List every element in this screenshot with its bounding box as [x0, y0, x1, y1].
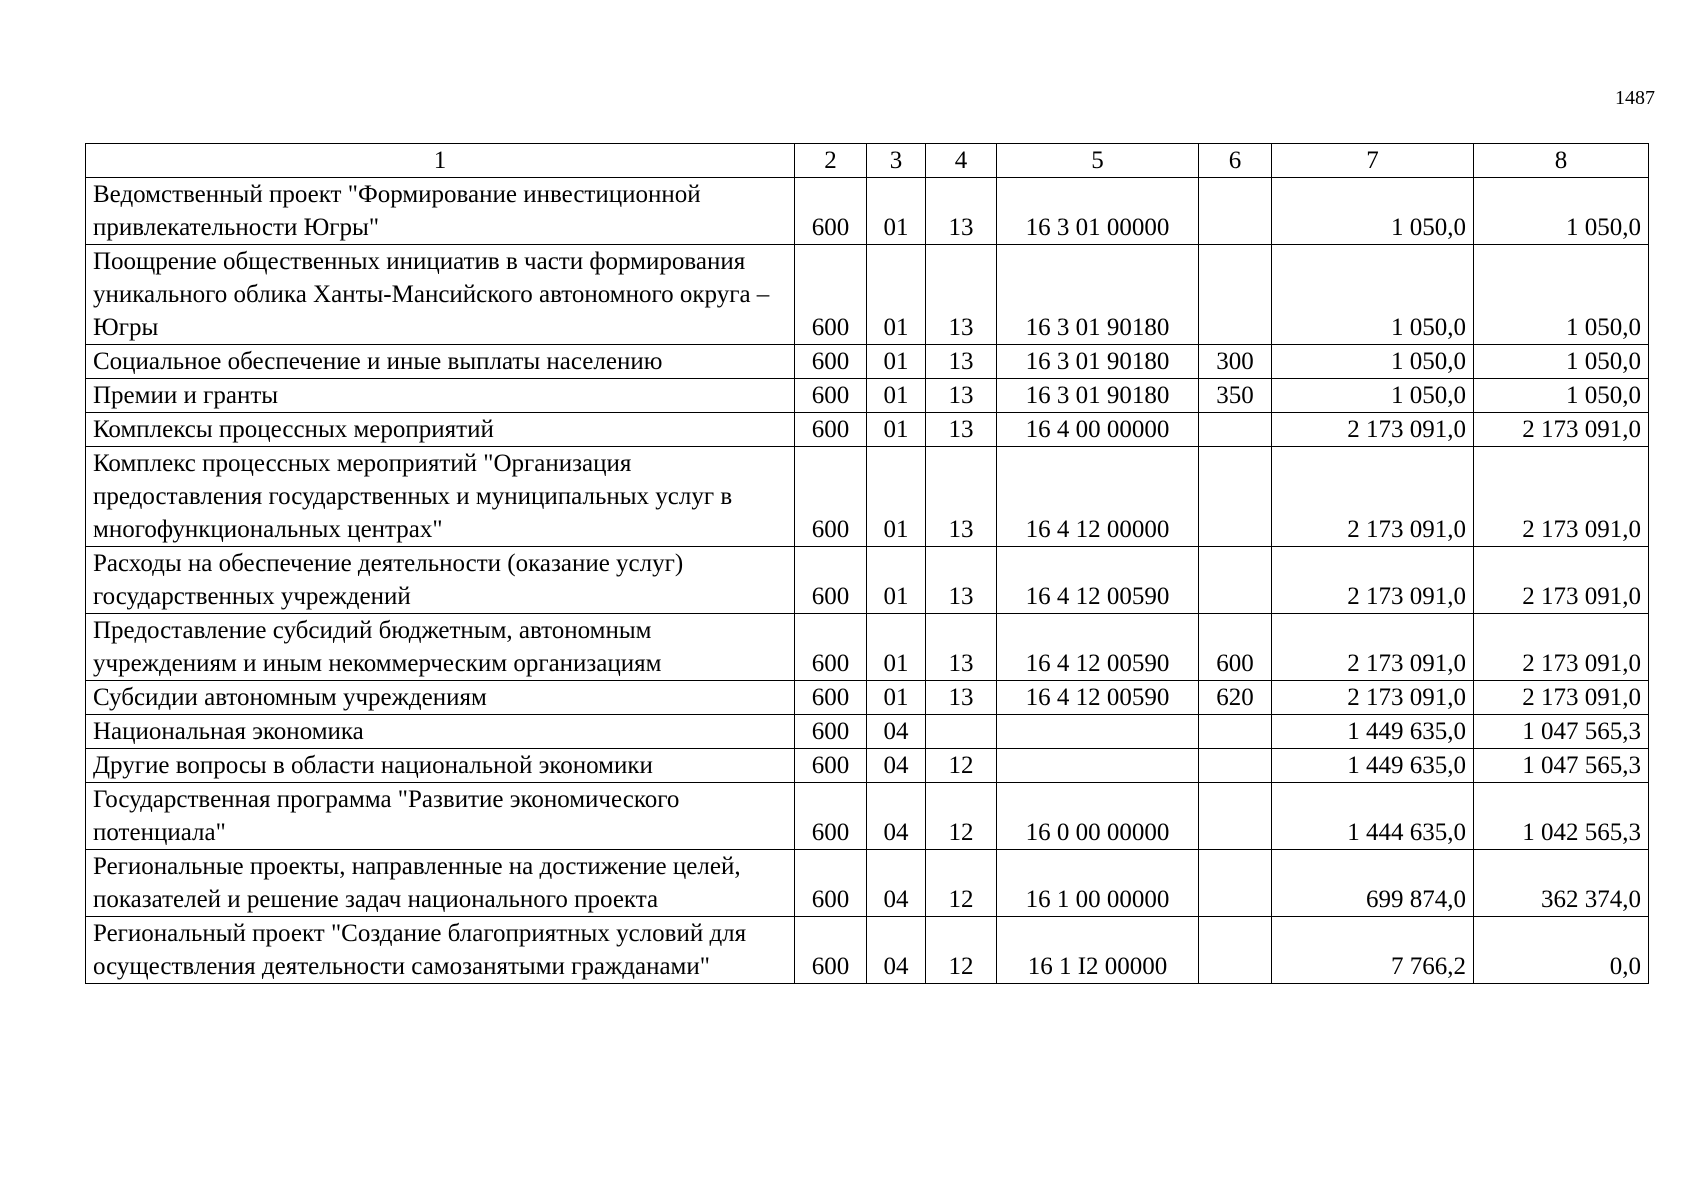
- subsection-code-cell: 13: [926, 178, 997, 245]
- expense-type-cell: [1199, 413, 1272, 447]
- table-row: [86, 681, 1649, 715]
- table-header-row: [86, 144, 1649, 178]
- ministry-code-cell: 600: [795, 917, 867, 984]
- target-article-cell: 16 1 I2 00000: [997, 917, 1199, 984]
- table-row: [86, 447, 1649, 547]
- table-row: [86, 547, 1649, 614]
- amount-col7-cell: 2 173 091,0: [1272, 681, 1474, 715]
- table-row: [86, 614, 1649, 681]
- ministry-code-cell: 600: [795, 379, 867, 413]
- table-row: [86, 178, 1649, 245]
- amount-col8-cell: 0,0: [1474, 917, 1649, 984]
- expense-type-cell: 300: [1199, 345, 1272, 379]
- ministry-code-cell: 600: [795, 749, 867, 783]
- amount-col7-cell: 699 874,0: [1272, 850, 1474, 917]
- ministry-code-cell: 600: [795, 783, 867, 850]
- item-name-cell: Субсидии автономным учреждениям: [86, 681, 795, 715]
- table-row: [86, 345, 1649, 379]
- ministry-code-cell: 600: [795, 345, 867, 379]
- target-article-cell: 16 3 01 00000: [997, 178, 1199, 245]
- ministry-code-cell: 600: [795, 614, 867, 681]
- expense-type-cell: [1199, 917, 1272, 984]
- amount-col7-cell: 2 173 091,0: [1272, 547, 1474, 614]
- section-code-cell: 01: [867, 379, 926, 413]
- subsection-code-cell: 13: [926, 681, 997, 715]
- ministry-code-cell: 600: [795, 447, 867, 547]
- subsection-code-cell: [926, 715, 997, 749]
- section-code-cell: 04: [867, 917, 926, 984]
- column-header: 8: [1474, 144, 1649, 178]
- table-row: [86, 917, 1649, 984]
- expense-type-cell: [1199, 245, 1272, 345]
- item-name-cell: Комплексы процессных мероприятий: [86, 413, 795, 447]
- column-header: 2: [795, 144, 867, 178]
- section-code-cell: 01: [867, 614, 926, 681]
- amount-col7-cell: 1 050,0: [1272, 379, 1474, 413]
- section-code-cell: 04: [867, 715, 926, 749]
- expense-type-cell: [1199, 547, 1272, 614]
- item-name-cell: Государственная программа "Развитие экономического потенциала": [86, 783, 795, 850]
- amount-col7-cell: 2 173 091,0: [1272, 413, 1474, 447]
- item-name-cell: Премии и гранты: [86, 379, 795, 413]
- table-row: [86, 850, 1649, 917]
- subsection-code-cell: 13: [926, 345, 997, 379]
- section-code-cell: 01: [867, 345, 926, 379]
- amount-col8-cell: 1 050,0: [1474, 379, 1649, 413]
- section-code-cell: 01: [867, 447, 926, 547]
- amount-col7-cell: 1 444 635,0: [1272, 783, 1474, 850]
- item-name-cell: Ведомственный проект "Формирование инвестиционной привлекательности Югры": [86, 178, 795, 245]
- ministry-code-cell: 600: [795, 413, 867, 447]
- column-header: 7: [1272, 144, 1474, 178]
- amount-col7-cell: 1 050,0: [1272, 178, 1474, 245]
- expense-type-cell: 620: [1199, 681, 1272, 715]
- amount-col8-cell: 2 173 091,0: [1474, 547, 1649, 614]
- amount-col8-cell: 1 050,0: [1474, 345, 1649, 379]
- column-header: 5: [997, 144, 1199, 178]
- amount-col7-cell: 2 173 091,0: [1272, 614, 1474, 681]
- target-article-cell: 16 4 12 00590: [997, 547, 1199, 614]
- ministry-code-cell: 600: [795, 715, 867, 749]
- subsection-code-cell: 13: [926, 547, 997, 614]
- target-article-cell: 16 4 12 00590: [997, 614, 1199, 681]
- amount-col8-cell: 2 173 091,0: [1474, 614, 1649, 681]
- expense-type-cell: [1199, 850, 1272, 917]
- amount-col8-cell: 1 047 565,3: [1474, 715, 1649, 749]
- item-name-cell: Другие вопросы в области национальной экономики: [86, 749, 795, 783]
- item-name-cell: Региональный проект "Создание благоприятных условий для осуществления деятельности самозанятыми гражданами": [86, 917, 795, 984]
- ministry-code-cell: 600: [795, 178, 867, 245]
- target-article-cell: 16 3 01 90180: [997, 345, 1199, 379]
- subsection-code-cell: 13: [926, 379, 997, 413]
- table-row: [86, 379, 1649, 413]
- amount-col7-cell: 1 449 635,0: [1272, 749, 1474, 783]
- amount-col7-cell: 1 050,0: [1272, 345, 1474, 379]
- item-name-cell: Национальная экономика: [86, 715, 795, 749]
- amount-col7-cell: 1 449 635,0: [1272, 715, 1474, 749]
- target-article-cell: 16 4 12 00000: [997, 447, 1199, 547]
- section-code-cell: 01: [867, 681, 926, 715]
- expense-type-cell: [1199, 447, 1272, 547]
- item-name-cell: Социальное обеспечение и иные выплаты населению: [86, 345, 795, 379]
- target-article-cell: [997, 749, 1199, 783]
- table-row: [86, 715, 1649, 749]
- amount-col8-cell: 2 173 091,0: [1474, 447, 1649, 547]
- section-code-cell: 04: [867, 749, 926, 783]
- page-number: 1487: [1615, 87, 1655, 109]
- section-code-cell: 01: [867, 413, 926, 447]
- amount-col8-cell: 1 050,0: [1474, 178, 1649, 245]
- ministry-code-cell: 600: [795, 681, 867, 715]
- ministry-code-cell: 600: [795, 547, 867, 614]
- ministry-code-cell: 600: [795, 245, 867, 345]
- column-header: 6: [1199, 144, 1272, 178]
- section-code-cell: 01: [867, 245, 926, 345]
- subsection-code-cell: 12: [926, 917, 997, 984]
- ministry-code-cell: 600: [795, 850, 867, 917]
- expense-type-cell: [1199, 715, 1272, 749]
- item-name-cell: Комплекс процессных мероприятий "Организация предоставления государственных и муниципальных услуг в многофункциональных центрах": [86, 447, 795, 547]
- amount-col8-cell: 362 374,0: [1474, 850, 1649, 917]
- column-header: 4: [926, 144, 997, 178]
- section-code-cell: 01: [867, 178, 926, 245]
- table-row: [86, 749, 1649, 783]
- amount-col8-cell: 1 042 565,3: [1474, 783, 1649, 850]
- target-article-cell: 16 1 00 00000: [997, 850, 1199, 917]
- subsection-code-cell: 13: [926, 245, 997, 345]
- column-header: 3: [867, 144, 926, 178]
- target-article-cell: [997, 715, 1199, 749]
- subsection-code-cell: 12: [926, 783, 997, 850]
- target-article-cell: 16 3 01 90180: [997, 245, 1199, 345]
- expense-type-cell: [1199, 178, 1272, 245]
- item-name-cell: Расходы на обеспечение деятельности (оказание услуг) государственных учреждений: [86, 547, 795, 614]
- expense-type-cell: 350: [1199, 379, 1272, 413]
- expense-type-cell: [1199, 749, 1272, 783]
- column-header: 1: [86, 144, 795, 178]
- amount-col8-cell: 2 173 091,0: [1474, 413, 1649, 447]
- target-article-cell: 16 4 12 00590: [997, 681, 1199, 715]
- item-name-cell: Поощрение общественных инициатив в части формирования уникального облика Ханты-Мансийского автономного округа – Югры: [86, 245, 795, 345]
- subsection-code-cell: 12: [926, 850, 997, 917]
- subsection-code-cell: 13: [926, 614, 997, 681]
- subsection-code-cell: 13: [926, 447, 997, 547]
- expense-type-cell: 600: [1199, 614, 1272, 681]
- expense-type-cell: [1199, 783, 1272, 850]
- amount-col7-cell: 7 766,2: [1272, 917, 1474, 984]
- amount-col8-cell: 2 173 091,0: [1474, 681, 1649, 715]
- budget-table: [85, 143, 1649, 984]
- amount-col7-cell: 2 173 091,0: [1272, 447, 1474, 547]
- item-name-cell: Предоставление субсидий бюджетным, автономным учреждениям и иным некоммерческим организациям: [86, 614, 795, 681]
- section-code-cell: 04: [867, 783, 926, 850]
- table-row: [86, 783, 1649, 850]
- target-article-cell: 16 0 00 00000: [997, 783, 1199, 850]
- item-name-cell: Региональные проекты, направленные на достижение целей, показателей и решение задач национального проекта: [86, 850, 795, 917]
- subsection-code-cell: 12: [926, 749, 997, 783]
- target-article-cell: 16 3 01 90180: [997, 379, 1199, 413]
- section-code-cell: 04: [867, 850, 926, 917]
- table-row: [86, 245, 1649, 345]
- target-article-cell: 16 4 00 00000: [997, 413, 1199, 447]
- amount-col7-cell: 1 050,0: [1272, 245, 1474, 345]
- table-row: [86, 413, 1649, 447]
- subsection-code-cell: 13: [926, 413, 997, 447]
- amount-col8-cell: 1 050,0: [1474, 245, 1649, 345]
- amount-col8-cell: 1 047 565,3: [1474, 749, 1649, 783]
- section-code-cell: 01: [867, 547, 926, 614]
